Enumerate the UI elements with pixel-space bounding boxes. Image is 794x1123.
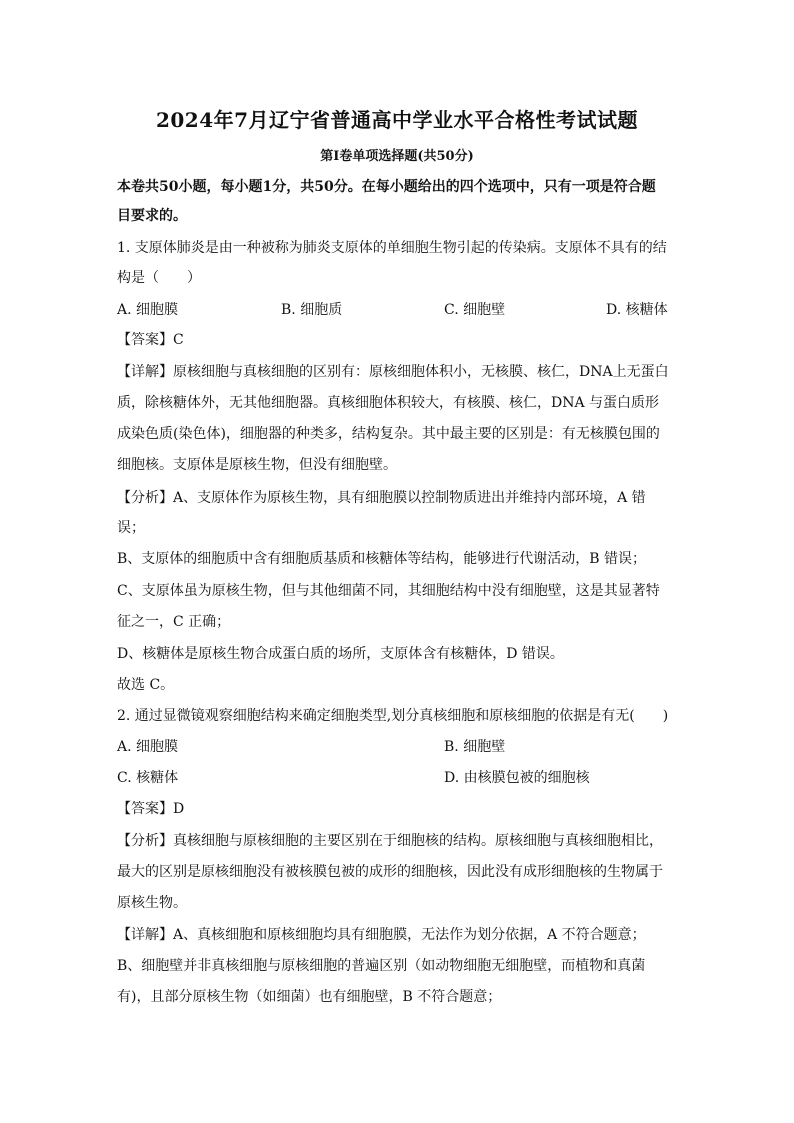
option-d: D. 由核膜包被的细胞核 xyxy=(444,770,590,786)
detail-line: 细胞核。支原体是原核生物，但没有细胞壁。 xyxy=(117,457,397,473)
option-b: B. 细胞质 xyxy=(281,302,343,318)
analysis-line: 【分析】真核细胞与原核细胞的主要区别在于细胞核的结构。原核细胞与真核细胞相比， xyxy=(117,833,663,849)
question-stem: 1. 支原体肺炎是由一种被称为肺炎支原体的单细胞生物引起的传染病。支原体不具有的结 xyxy=(117,240,667,256)
instructions-line: 目要求的。 xyxy=(117,208,187,224)
option-a: A. 细胞膜 xyxy=(117,739,179,755)
option-d: D. 核糖体 xyxy=(606,302,668,318)
analysis-line: C、支原体虽为原核生物，但与其他细菌不同，其细胞结构中没有细胞壁，这是其显著特 xyxy=(117,583,660,599)
analysis-line: 征之一，C 正确； xyxy=(117,614,231,630)
answer-line: 【答案】D xyxy=(117,801,185,817)
analysis-line: 误； xyxy=(117,520,145,536)
question-stem: 构是（ ） xyxy=(117,270,201,286)
analysis-line: D、核糖体是原核生物合成蛋白质的场所，支原体含有核糖体，D 错误。 xyxy=(117,646,564,662)
question-stem: 2. 通过显微镜观察细胞结构来确定细胞类型,划分真核细胞和原核细胞的依据是有无( ) xyxy=(117,708,669,724)
analysis-line: 原核生物。 xyxy=(117,895,187,911)
detail-line: 【详解】原核细胞与真核细胞的区别有：原核细胞体积小，无核膜、核仁，DNA上无蛋白 xyxy=(117,364,669,380)
option-c: C. 细胞壁 xyxy=(444,302,506,318)
detail-line: 有)，且部分原核生物（如细菌）也有细胞壁，B 不符合题意； xyxy=(117,989,502,1005)
analysis-line: 最大的区别是原核细胞没有被核膜包被的成形的细胞核，因此没有成形细胞核的生物属于 xyxy=(117,864,663,880)
answer-line: 【答案】C xyxy=(117,332,184,348)
analysis-line: 【分析】A、支原体作为原核生物，具有细胞膜以控制物质进出并维持内部环境，A 错 xyxy=(117,490,646,506)
detail-line: 成染色质(染色体)，细胞器的种类多，结构复杂。其中最主要的区别是：有无核膜包围的 xyxy=(117,426,660,442)
option-b: B. 细胞壁 xyxy=(444,739,506,755)
detail-line: 【详解】A、真核细胞和原核细胞均具有细胞膜，无法作为划分依据，A 不符合题意； xyxy=(117,927,646,943)
analysis-line: 故选 C。 xyxy=(117,677,175,693)
detail-line: 质，除核糖体外，无其他细胞器。真核细胞体积较大，有核膜、核仁，DNA 与蛋白质形 xyxy=(117,395,660,411)
analysis-line: B、支原体的细胞质中含有细胞质基质和核糖体等结构，能够进行代谢活动，B 错误； xyxy=(117,551,647,567)
option-a: A. 细胞膜 xyxy=(117,302,179,318)
section-subtitle: 第Ⅰ卷单项选择题(共50分) xyxy=(320,149,474,164)
option-c: C. 核糖体 xyxy=(117,770,179,786)
instructions-line: 本卷共50小题，每小题1分，共50分。在每小题给出的四个选项中，只有一项是符合题 xyxy=(117,179,656,195)
page-title: 2024年7月辽宁省普通高中学业水平合格性考试试题 xyxy=(155,108,639,132)
detail-line: B、细胞壁并非真核细胞与原核细胞的普遍区别（如动物细胞无细胞壁，而植物和真菌 xyxy=(117,958,646,974)
